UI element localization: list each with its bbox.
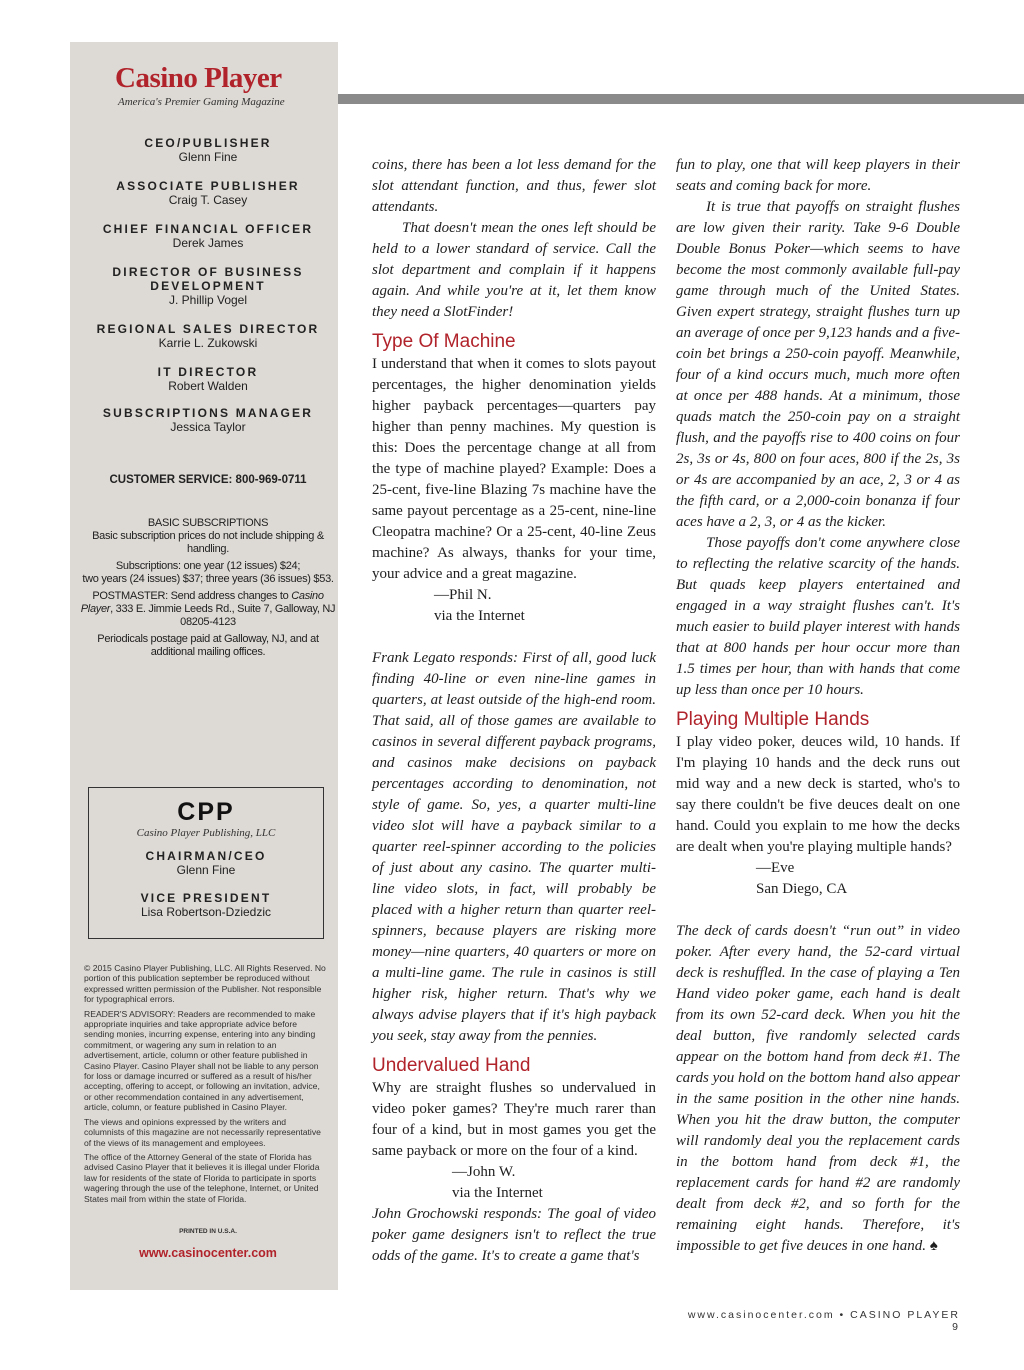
question-signature: —Phil N. [434,587,492,603]
staff-name: Robert Walden [168,379,248,393]
question-signature: —John W. [452,1164,516,1180]
staff-ceo [76,136,340,165]
postmaster-label: POSTMASTER: Send address changes to [92,590,292,602]
section-heading: Playing Multiple Hands [676,709,870,730]
staff-it-director [76,365,340,394]
vp-role: VICE PRESIDENT [140,891,272,905]
footer-magazine: CASINO PLAYER [850,1309,960,1321]
staff-role: SUBSCRIPTIONS MANAGER [102,406,314,420]
question-location: via the Internet [434,608,525,624]
body-paragraph: Those payoffs don't come anywhere close to reflecting the relative scarcity of the hands. But quads keep players entertained and engaged in a way straight flushes can't. It's much easier to build player interest with hands that at 800 hands per hour occur more than 1.5 times per hour, than with hands that come up less than once per 10 hours. [676,535,960,698]
chairman-role: CHAIRMAN/CEO [145,849,267,863]
header-rule [338,94,1024,104]
views-disclaimer: The views and opinions expressed by the writers and columnists of this magazine are not necessarily representative of the views of its management and employees. [84,1116,321,1148]
expert-answer: Frank Legato responds: First of all, good luck finding 40-line or even nine-line games in quarters, at least outside of the high-end room. That said, all of those games are available to casinos in several different payback programs, and casinos make decisions on payback percentages according to denomination, not style of game. So, yes, a quarter multi-line video slot will have a payback similar to a quarter reel-spinner according to the policies of just about any casino. The quarter multi-line video slots, in fact, will probably be placed with a higher return than quarter reel-spinners, because players are risking more money—nine quarters, 40 quarters or more on a multi-line game. The rule in casinos is still higher risk, higher return. That's why we always advise players that if it's high payback you seek, stay away from the pennies. [372,650,656,1044]
body-paragraph: It is true that payoffs on straight flushes are low given their rarity. Take 9-6 Double Double Bonus Poker—which seems to have become the most commonly available full-pay game through much of the United States. Given expert strategy, straight flushes turn up an average of once per 9,123 hands and a five-coin bet brings a 250-coin payoff. Meanwhile, four of a kind occurs much, much more often at once per 488 hands. At a minimum, those quads match the 250-coin pay on a straight flush, and the payoffs rise to 400 coins on four 2s, 3s or 4s, 800 on four aces, 800 if the 2s, 3s or 4s are accompanied by an ace, 2, 3 or 4 as the fifth card, or a 2,000-coin bonanza if four aces have a 2, 3, or 4 as the kicker. [676,199,960,530]
question-location: San Diego, CA [756,881,848,897]
page-number: 9 [952,1321,960,1333]
staff-role-line2: DEVELOPMENT [150,279,266,293]
florida-notice: The office of the Attorney General of the state of Florida has advised Casino Player that it believes it is illegal under Florida law for residents of the state of Florida to participate in sports wagering through the use of the telephone, Internet, or United States mail from within the state of Florida. [84,1151,320,1204]
staff-name: Jessica Taylor [170,420,246,434]
staff-name: Karrie L. Zukowski [158,336,258,350]
expert-answer [676,921,960,1257]
postmaster-address: , 333 E. Jimmie Leeds Rd., Suite 7, Galloway, NJ 08205-4123 [110,603,336,628]
expert-answer: John Grochowski responds: The goal of video poker game designers isn't to reflect the true odds of the game. It's to create a game that's [372,1206,656,1264]
copyright-notice: © 2015 Casino Player Publishing, LLC. All Rights Reserved. No portion of this publication september be reproduced without expressed written permission of the Publisher. Not responsible for typographical errors. [84,963,326,1005]
reader-question: I understand that when it comes to slots payout percentages, the higher denomination yields higher payback percentages—quarters pay higher than penny machines. My question is this: Does the percentage change at all from the type of machine played? Example: Does a 25-cent, five-line Blazing 7s machine have the same payout percentage as a 25-cent, nine-line Cleopatra machine? Or a 25-cent, 40-line Zeus machine? As always, thanks for your time, your advice and a great magazine. [372,356,656,582]
subscriptions-heading: BASIC SUBSCRIPTIONS [147,517,269,529]
staff-associate-publisher [76,179,340,208]
staff-role: IT DIRECTOR [157,365,259,379]
legal-notices [84,963,328,1208]
staff-regional-sales [76,322,340,351]
printed-in-usa: PRINTED IN U.S.A. [179,1228,237,1235]
answer-text: The deck of cards doesn't “run out” in video poker. After every hand, the 52-card virtual deck is reshuffled. In the case of playing a Ten Hand video poker game, each hand is dealt from its own 52-card deck. When you hit the deal button, five randomly selected cards appear on the bottom hand from deck #1. The cards you hold on the bottom hand also appear in the same position in the other nine hands. When you hit the draw button, the computer will randomly deal you the replacement cards in the bottom hand from deck #1, the replacement cards for hand #2 are randomly dealt from deck #2, and so forth for the remaining eight hands. Therefore, it's impossible to get five deuces in one hand. [676,923,960,1254]
body-paragraph: coins, there has been a lot less demand for the slot attendant function, and thus, fewer slot attendants. [372,157,656,215]
postmaster-magazine: Casino Player [80,590,324,615]
subscription-info [78,517,338,663]
footer-site: www.casinocenter.com [687,1309,835,1321]
body-paragraph: fun to play, one that will keep players in their seats and coming back for more. [676,157,960,194]
page-footer [676,1309,960,1333]
staff-name: Derek James [172,236,244,250]
body-paragraph: That doesn't mean the ones left should be held to a lower standard of service. Call the slot department and complain if it happens again. And while you're at it, let them know they need a SlotFinder! [372,220,656,320]
staff-business-development [76,265,340,308]
staff-name: J. Phillip Vogel [168,293,248,307]
periodicals-notice: Periodicals postage paid at Galloway, NJ, and at additional mailing offices. [97,633,319,658]
publisher-box [88,787,324,939]
reader-question: I play video poker, deuces wild, 10 hands. If I'm playing 10 hands and the deck runs out mid way and a new deck is started, who's to say there couldn't be five deuces dealt on one hand. Could you explain to me how the decks are dealt when you're playing multiple hands? [676,734,960,855]
staff-role: CHIEF FINANCIAL OFFICER [102,222,314,236]
staff-role: CEO/PUBLISHER [144,136,272,150]
staff-name: Glenn Fine [178,150,238,164]
footer-separator: • [839,1309,846,1321]
subscriptions-prices: Subscriptions: one year (12 issues) $24; [115,560,301,572]
spade-end-icon: ♠ [929,1238,938,1254]
cpp-logo: CPP [177,798,235,826]
staff-subscriptions-manager [76,406,340,435]
subscriptions-prices-2: two years (24 issues) $37; three years (36 issues) $53. [82,573,334,585]
section-heading: Type Of Machine [372,331,516,352]
reader-question: Why are straight flushes so undervalued in video poker games? They're much rarer than four of a kind, but in most games you get the same payback or more on the four of a kind. [372,1080,656,1159]
staff-name: Craig T. Casey [168,193,248,207]
article-column-2 [676,155,960,1257]
postmaster-notice [78,590,338,629]
staff-cfo [76,222,340,251]
subscriptions-note: Basic subscription prices do not include shipping & handling. [92,530,324,555]
question-signature: —Eve [756,860,795,876]
website-link[interactable]: www.casinocenter.com [139,1246,277,1260]
article-column-1 [372,155,656,1267]
cpp-name: Casino Player Publishing, LLC [136,827,276,839]
magazine-tagline: America's Premier Gaming Magazine [118,96,285,108]
customer-service: CUSTOMER SERVICE: 800-969-0711 [109,474,307,486]
vp-name: Lisa Robertson-Dziedzic [140,905,272,919]
section-heading: Undervalued Hand [372,1055,531,1076]
staff-role: ASSOCIATE PUBLISHER [116,179,300,193]
staff-role: DIRECTOR OF BUSINESS [112,265,304,279]
staff-role: REGIONAL SALES DIRECTOR [96,322,320,336]
readers-advisory: READER'S ADVISORY: Readers are recommended to make appropriate inquiries and take appropriate advice before sending monies, incurring expense, entering into any binding commitment, or wagering any sum in relation to an advertisement, article, column or other feature published in Casino Player. Casino Player shall not be liable to any person for loss or damage incurred or suffered as a result of his/her accepting, offering to accept, or following an invitation, advice, or other recommendation contained in any advertisement, article, column, or feature published in Casino Player. [84,1008,320,1113]
chairman-name: Glenn Fine [176,863,236,877]
question-location: via the Internet [452,1185,543,1201]
magazine-logo: Casino Player [115,62,282,94]
